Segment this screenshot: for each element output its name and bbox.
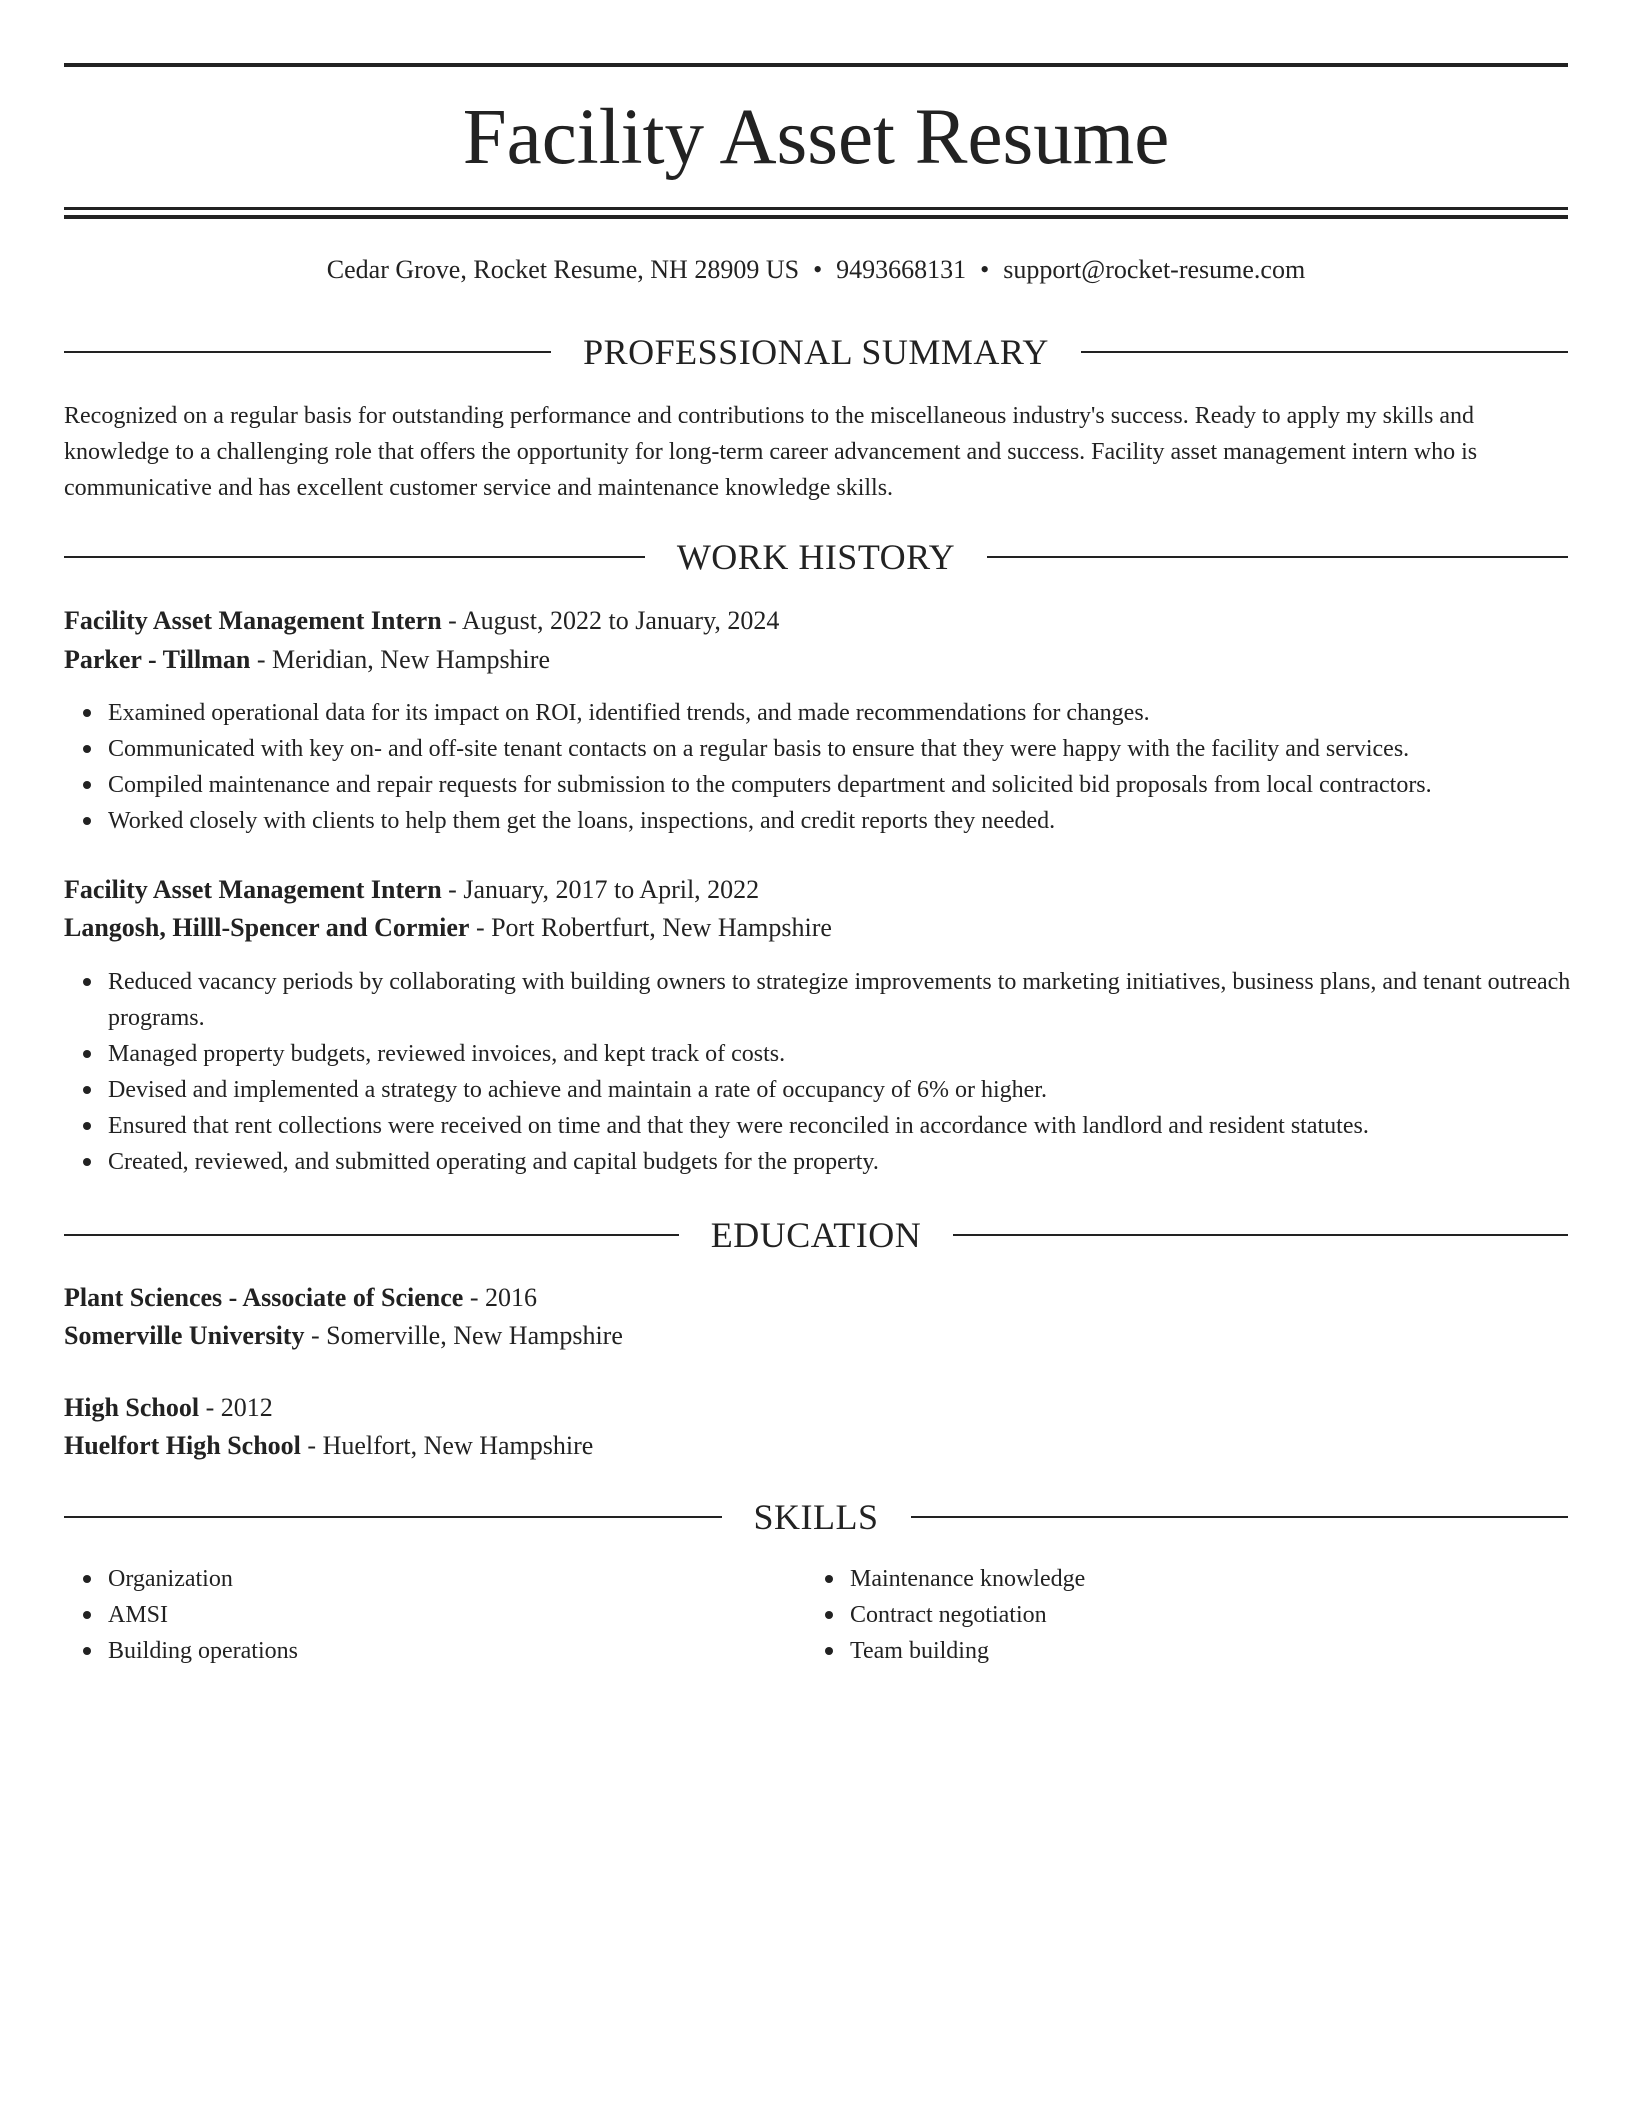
education-location: - Huelfort, New Hampshire: [300, 1431, 594, 1460]
job-title-line: [64, 603, 1568, 639]
education-degree-line: [64, 1390, 1568, 1426]
skill-item: Contract negotiation: [850, 1597, 1632, 1633]
job-bullet: Communicated with key on- and off-site tenant contacts on a regular basis to ensure that they were happy with the facility and services.: [108, 731, 1612, 767]
summary-heading: PROFESSIONAL SUMMARY: [583, 332, 1049, 372]
job-bullet: Devised and implemented a strategy to achieve and maintain a rate of occupancy of 6% or higher.: [108, 1072, 1612, 1108]
heading-rule-left: [64, 351, 551, 353]
heading-rule-right: [987, 556, 1568, 558]
job-bullet: Worked closely with clients to help them get the loans, inspections, and credit reports they needed.: [108, 803, 1612, 839]
education-year: - 2012: [199, 1393, 273, 1422]
job-bullets: [64, 695, 1612, 839]
job-dates: - August, 2022 to January, 2024: [441, 606, 780, 635]
education-school-line: [64, 1428, 1568, 1464]
job-bullet: Examined operational data for its impact on ROI, identified trends, and made recommendations for changes.: [108, 695, 1612, 731]
education-degree: High School: [64, 1393, 200, 1422]
skills-list-right: [806, 1561, 1632, 1669]
contact-separator: •: [980, 255, 990, 284]
education-school: Somerville University: [64, 1321, 305, 1350]
job-bullet: Managed property budgets, reviewed invoices, and kept track of costs.: [108, 1036, 1612, 1072]
job-bullets: [64, 964, 1612, 1180]
skill-item: AMSI: [108, 1597, 1612, 1633]
education-section-heading: [64, 1213, 1568, 1257]
education-location: - Somerville, New Hampshire: [304, 1321, 623, 1350]
education-degree: Plant Sciences - Associate of Science: [64, 1283, 464, 1312]
heading-rule-right: [953, 1234, 1568, 1236]
job-company-line: [64, 642, 1568, 678]
skills-section-heading: [64, 1495, 1568, 1539]
education-degree-line: [64, 1280, 1568, 1316]
education-school-line: [64, 1318, 1568, 1354]
job-company-line: [64, 910, 1568, 946]
education-heading: EDUCATION: [710, 1215, 922, 1255]
contact-separator: •: [813, 255, 823, 284]
education-school: Huelfort High School: [64, 1431, 301, 1460]
contact-email: support@rocket-resume.com: [1003, 255, 1306, 284]
summary-section-heading: [64, 330, 1568, 374]
skills-heading: SKILLS: [753, 1497, 879, 1537]
top-rule: [64, 63, 1568, 67]
work-heading: WORK HISTORY: [676, 537, 956, 577]
heading-rule-right: [1081, 351, 1568, 353]
contact-address: Cedar Grove, Rocket Resume, NH 28909 US: [326, 255, 800, 284]
title-rule-upper: [64, 207, 1568, 210]
contact-phone: 9493668131: [836, 255, 967, 284]
contact-line: [64, 253, 1568, 287]
job-dates: - January, 2017 to April, 2022: [441, 875, 760, 904]
job-title: Facility Asset Management Intern: [64, 875, 442, 904]
heading-rule-left: [64, 1516, 722, 1518]
job-title-line: [64, 872, 1568, 908]
job-company: Parker - Tillman: [64, 645, 251, 674]
skill-item: Team building: [850, 1633, 1632, 1669]
job-company: Langosh, Hilll-Spencer and Cormier: [64, 913, 470, 942]
heading-rule-right: [911, 1516, 1569, 1518]
job-title: Facility Asset Management Intern: [64, 606, 442, 635]
job-bullet: Created, reviewed, and submitted operating and capital budgets for the property.: [108, 1144, 1612, 1180]
heading-rule-left: [64, 1234, 679, 1236]
education-year: - 2016: [463, 1283, 537, 1312]
skill-item: Maintenance knowledge: [850, 1561, 1632, 1597]
heading-rule-left: [64, 556, 645, 558]
skill-item: Organization: [108, 1561, 1612, 1597]
job-bullet: Reduced vacancy periods by collaborating with building owners to strategize improvements to marketing initiatives, business plans, and tenant outreach programs.: [108, 964, 1612, 1036]
job-bullet: Compiled maintenance and repair requests for submission to the computers department and solicited bid proposals from local contractors.: [108, 767, 1612, 803]
skill-item: Building operations: [108, 1633, 1612, 1669]
job-bullet: Ensured that rent collections were received on time and that they were reconciled in accordance with landlord and resident statutes.: [108, 1108, 1612, 1144]
summary-text: Recognized on a regular basis for outstanding performance and contributions to the miscellaneous industry's success. Ready to apply my skills and knowledge to a challenging role that offers the opportunity for long-term career advancement and success. Facility asset management intern who is communicative and has excellent customer service and maintenance knowledge skills.: [64, 403, 1478, 501]
resume-title: Facility Asset Resume: [462, 94, 1170, 181]
title-rule-lower: [64, 215, 1568, 219]
job-location: - Meridian, New Hampshire: [250, 645, 550, 674]
work-section-heading: [64, 535, 1568, 579]
job-location: - Port Robertfurt, New Hampshire: [469, 913, 832, 942]
